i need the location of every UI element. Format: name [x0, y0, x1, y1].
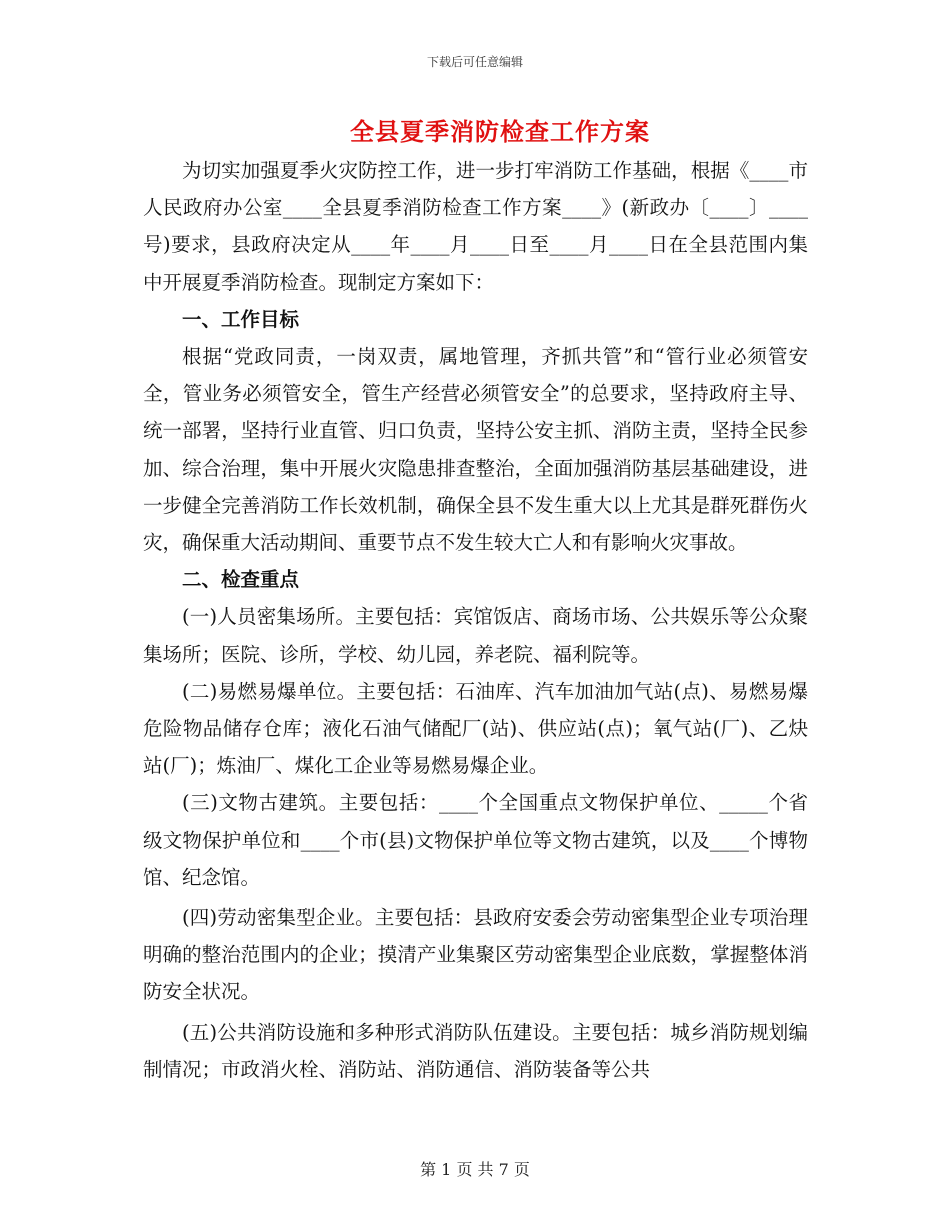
focus-item-2: (二)易燃易爆单位。主要包括：石油库、汽车加油加气站(点)、易燃易爆危险物品储存仓库；液化石油气储配厂(站)、供应站(点)；氧气站(厂)、乙炔站(厂)；炼油厂、煤化工企业等易燃易爆企业。: [143, 679, 808, 778]
page-header-note: 下载后可任意编辑: [426, 55, 523, 69]
intro-paragraph: 为切实加强夏季火灾防控工作，进一步打牢消防工作基础，根据《____市人民政府办公室____全县夏季消防检查工作方案____》(新政办〔____〕____号)要求，县政府决定从____年____月____日至____月____日在全县范围内集中开展夏季消防检查。现制定方案如下：: [143, 159, 808, 294]
document-body: [143, 152, 808, 1088]
document-title: 全县夏季消防检查工作方案: [350, 117, 650, 146]
section-heading-goals: 一、工作目标: [182, 307, 300, 331]
focus-item-3: (三)文物古建筑。主要包括：____个全国重点文物保护单位、_____个省级文物保护单位和____个市(县)文物保护单位等文物古建筑，以及____个博物馆、纪念馆。: [143, 791, 808, 889]
goals-paragraph: 根据“党政同责，一岗双责，属地管理，齐抓共管”和“管行业必须管安全，管业务必须管安全，管生产经营必须管安全”的总要求，坚持政府主导、统一部署，坚持行业直管、归口负责，坚持公安主抓、消防主责，坚持全民参加、综合治理，集中开展火灾隐患排查整治，全面加强消防基层基础建设，进一步健全完善消防工作长效机制，确保全县不发生重大以上尤其是群死群伤火灾，确保重大活动期间、重要节点不发生较大亡人和有影响火灾事故。: [143, 345, 808, 555]
page-number: 第 1 页 共 7 页: [420, 1160, 530, 1179]
focus-item-1: (一)人员密集场所。主要包括：宾馆饭店、商场市场、公共娱乐等公众聚集场所；医院、诊所，学校、幼儿园，养老院、福利院等。: [143, 605, 808, 666]
focus-item-5: (五)公共消防设施和多种形式消防队伍建设。主要包括：城乡消防规划编制情况；市政消火栓、消防站、消防通信、消防装备等公共: [143, 1020, 808, 1081]
focus-item-4: (四)劳动密集型企业。主要包括：县政府安委会劳动密集型企业专项治理明确的整治范围内的企业；摸清产业集聚区劳动密集型企业底数，掌握整体消防安全状况。: [143, 906, 808, 1004]
section-heading-focus: 二、检查重点: [182, 568, 300, 592]
